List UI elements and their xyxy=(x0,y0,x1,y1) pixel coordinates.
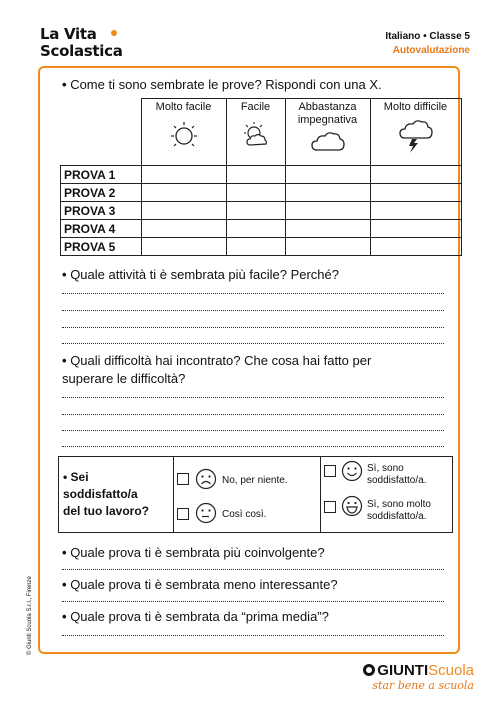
answer-line[interactable] xyxy=(62,413,444,415)
table-row: PROVA 3 xyxy=(61,202,462,220)
check-cell[interactable] xyxy=(226,202,285,220)
check-cell[interactable] xyxy=(370,184,461,202)
check-cell[interactable] xyxy=(370,220,461,238)
answer-line[interactable] xyxy=(62,568,444,570)
tagline: star bene a scuola xyxy=(372,679,474,692)
satisfaction-question-cell xyxy=(59,457,174,532)
question-5-text: Quale prova ti è sembrata meno interessante? xyxy=(70,577,338,592)
check-cell[interactable] xyxy=(285,220,370,238)
giunti-logo-icon xyxy=(363,664,375,676)
logo-sun-icon xyxy=(111,30,117,36)
check-cell[interactable] xyxy=(226,166,285,184)
answer-line[interactable] xyxy=(62,326,444,328)
check-cell[interactable] xyxy=(285,184,370,202)
answer-line[interactable] xyxy=(62,292,444,294)
sad-face-icon xyxy=(195,468,217,490)
smile-face-icon xyxy=(341,460,363,482)
publisher-logo: GIUNTIScuola star bene a scuola xyxy=(363,662,474,692)
table-row: PROVA 4 xyxy=(61,220,462,238)
check-cell[interactable] xyxy=(285,238,370,256)
answer-line[interactable] xyxy=(62,445,444,447)
answer-line[interactable] xyxy=(62,429,444,431)
check-cell[interactable] xyxy=(370,202,461,220)
checkbox-molto-soddisfatto[interactable] xyxy=(324,501,336,513)
col-abbastanza-impegnativa: Abbastanza impegnativa xyxy=(285,99,370,166)
option-soddisfatto-label: Sì, sono soddisfatto/a. xyxy=(367,463,427,486)
logo xyxy=(40,26,130,60)
logo-line1: La Vita xyxy=(40,25,97,43)
question-1: • Come ti sono sembrate le prove? Rispondi con una X. xyxy=(62,77,382,92)
subject-title: Italiano • Classe 5 xyxy=(385,31,470,42)
check-cell[interactable] xyxy=(141,202,226,220)
check-cell[interactable] xyxy=(141,166,226,184)
option-no-label: No, per niente. xyxy=(222,475,288,486)
check-cell[interactable] xyxy=(141,184,226,202)
answer-line[interactable] xyxy=(62,396,444,398)
col-molto-difficile: Molto difficile xyxy=(370,99,461,166)
satisfaction-options-negative xyxy=(173,457,321,532)
check-cell[interactable] xyxy=(226,238,285,256)
table-corner xyxy=(61,99,142,166)
answer-line[interactable] xyxy=(62,309,444,311)
checkbox-soddisfatto[interactable] xyxy=(324,465,336,477)
logo-line2: Scolastica xyxy=(40,42,123,60)
big-smile-face-icon xyxy=(341,495,363,517)
col-molto-facile: Molto facile xyxy=(141,99,226,166)
check-cell[interactable] xyxy=(285,202,370,220)
check-cell[interactable] xyxy=(141,238,226,256)
answer-line[interactable] xyxy=(62,600,444,602)
answer-line[interactable] xyxy=(62,342,444,344)
col-facile: Facile xyxy=(226,99,285,166)
check-cell[interactable] xyxy=(226,220,285,238)
storm-cloud-icon xyxy=(398,120,434,154)
option-cosi-label: Così così. xyxy=(222,509,267,520)
copyright: © Giunti Scuola S.r.l., Firenze xyxy=(27,576,33,655)
check-cell[interactable] xyxy=(285,166,370,184)
table-row: PROVA 1 xyxy=(61,166,462,184)
satisfaction-options-positive xyxy=(321,457,452,532)
question-3: • Quali difficoltà hai incontrato? Che cosa hai fatto per superare le difficoltà? xyxy=(62,353,372,386)
check-cell[interactable] xyxy=(370,238,461,256)
option-molto-soddisfatto-label: Sì, sono molto soddisfatto/a. xyxy=(367,499,431,522)
section-title: Autovalutazione xyxy=(392,45,470,56)
check-cell[interactable] xyxy=(370,166,461,184)
table-row: PROVA 5 xyxy=(61,238,462,256)
subject-header xyxy=(385,30,470,58)
check-cell[interactable] xyxy=(226,184,285,202)
question-6-text: Quale prova ti è sembrata da “prima media”? xyxy=(70,609,329,624)
check-cell[interactable] xyxy=(141,220,226,238)
question-1-text: Come ti sono sembrate le prove? Rispondi con una X. xyxy=(70,77,382,92)
question-5: • Quale prova ti è sembrata meno interessante? xyxy=(62,577,338,592)
question-3-text-line2: superare le difficoltà? xyxy=(62,371,186,386)
cloud-icon xyxy=(310,129,346,153)
neutral-face-icon xyxy=(195,502,217,524)
satisfaction-box xyxy=(58,456,453,533)
checkbox-cosi-cosi[interactable] xyxy=(177,508,189,520)
question-3-text-line1: Quali difficoltà hai incontrato? Che cosa hai fatto per xyxy=(70,353,372,368)
table-row: PROVA 2 xyxy=(61,184,462,202)
sun-icon xyxy=(167,120,201,150)
checkbox-no[interactable] xyxy=(177,473,189,485)
answer-line[interactable] xyxy=(62,634,444,636)
question-4-text: Quale prova ti è sembrata più coinvolgente? xyxy=(70,545,325,560)
question-2: • Quale attività ti è sembrata più facile? Perché? xyxy=(62,267,339,282)
difficulty-table xyxy=(60,98,462,256)
question-4: • Quale prova ti è sembrata più coinvolgente? xyxy=(62,545,325,560)
satisfaction-question: • Sei soddisfatto/a del tuo lavoro? xyxy=(63,470,150,518)
question-6: • Quale prova ti è sembrata da “prima media”? xyxy=(62,609,329,624)
question-2-text: Quale attività ti è sembrata più facile? Perché? xyxy=(70,267,339,282)
sun-cloud-icon xyxy=(241,120,271,150)
